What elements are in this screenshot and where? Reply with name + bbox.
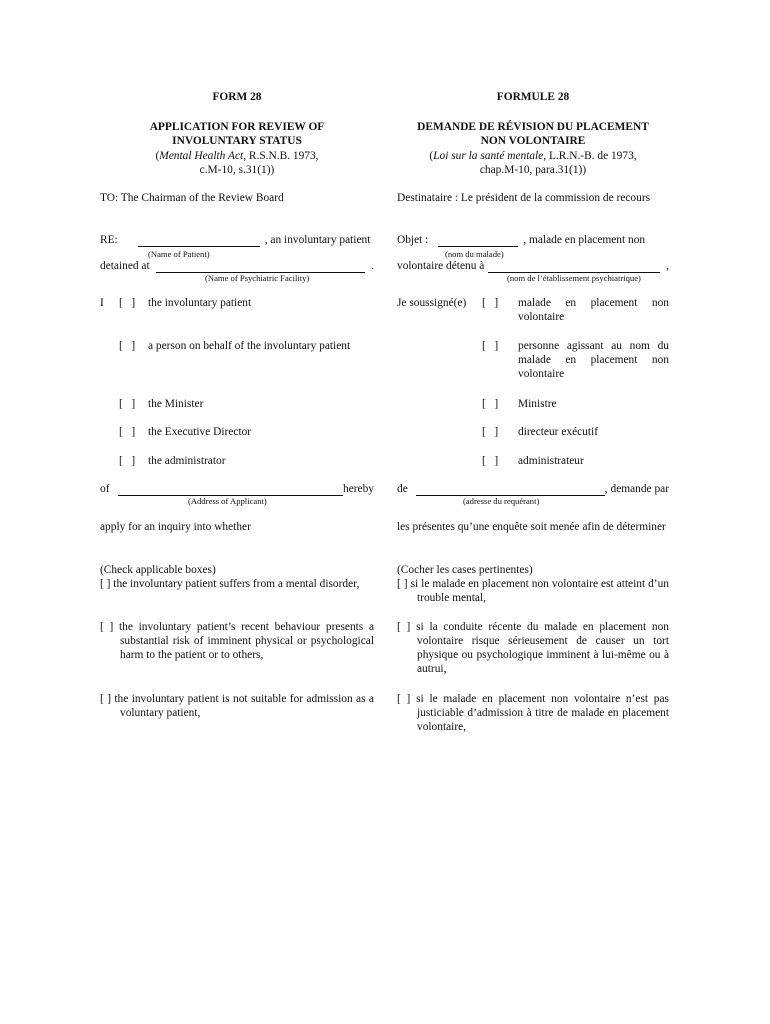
criterion-risk-of-harm-fr[interactable]: [ ] si la conduite récente du malade en placement non volontaire risque sérieusement de causer un tort physique ou psychologique imminent à lui-même ou à autrui, (397, 621, 669, 675)
patient-name-field[interactable] (138, 235, 260, 247)
option-on-behalf-fr: personne agissant au nom du malade en placement non volontaire (518, 340, 669, 380)
form-title-line2: INVOLUNTARY STATUS (172, 135, 302, 147)
checkbox-applicant-executive-director-fr[interactable]: [ ] (482, 426, 499, 438)
patient-name-caption: (Name of Patient) (148, 249, 210, 259)
re-label: RE: (100, 234, 118, 246)
detained-suffix-fr: , (666, 260, 669, 272)
option-executive-director-fr: directeur exécutif (518, 426, 599, 438)
option-executive-director: the Executive Director (148, 426, 252, 438)
act-citation-line2: c.M-10, s.31(1)) (199, 164, 275, 176)
option-involuntary-patient: the involuntary patient (148, 297, 252, 309)
facility-field[interactable] (156, 261, 365, 273)
criterion-not-suitable-voluntary[interactable]: [ ] the involuntary patient is not suitable for admission as a voluntary patient, (100, 693, 374, 719)
form-number-fr: FORMULE 28 (496, 91, 570, 103)
act-open-paren: ( (155, 150, 160, 162)
checkbox-applicant-administrator-fr[interactable]: [ ] (482, 455, 499, 467)
hereby-label: hereby (343, 483, 374, 495)
patient-name-field-fr[interactable] (438, 235, 518, 247)
option-administrator: the administrator (148, 455, 226, 467)
facility-caption: (Name of Psychiatric Facility) (205, 273, 310, 283)
criterion-mental-disorder[interactable]: [ ] the involuntary patient suffers from a mental disorder, (100, 578, 360, 590)
detained-row (100, 259, 374, 273)
patient-name-caption-fr: (nom du malade) (445, 249, 504, 259)
i-label-fr: Je soussigné(e) (397, 297, 467, 309)
form-title-fr-line1: DEMANDE DE RÉVISION DU PLACEMENT (417, 121, 649, 133)
re-row-fr (397, 233, 669, 247)
checkbox-applicant-executive-director[interactable]: [ ] (119, 426, 136, 438)
option-minister: the Minister (148, 398, 204, 410)
option-administrator-fr: administrateur (518, 455, 584, 467)
facility-field-fr[interactable] (488, 261, 660, 273)
act-citation-fr-line2: chap.M-10, para.31(1)) (479, 164, 587, 176)
detained-row-fr (397, 259, 669, 273)
checkbox-applicant-behalf-fr[interactable]: [ ] (482, 340, 499, 352)
re-label-fr: Objet : (397, 234, 429, 246)
apply-text-fr: les présentes qu’une enquête soit menée afin de déterminer (397, 521, 666, 533)
check-instruction: (Check applicable boxes) (100, 564, 216, 576)
french-column (397, 0, 669, 1024)
addressee: TO: The Chairman of the Review Board (100, 192, 284, 204)
checkbox-applicant-behalf[interactable]: [ ] (119, 340, 136, 352)
criterion-not-suitable-voluntary-fr[interactable]: [ ] si le malade en placement non volontaire n’est pas justiciable d’admission à titre de malade en placement volontaire, (397, 693, 669, 733)
form-title-fr-line2: NON VOLONTAIRE (480, 135, 586, 147)
form-title-line1: APPLICATION FOR REVIEW OF (149, 121, 325, 133)
address-row (100, 482, 374, 496)
criterion-mental-disorder-fr[interactable]: [ ] si le malade en placement non volontaire est atteint d’un trouble mental, (397, 578, 669, 604)
re-suffix-fr: , malade en placement non (523, 234, 646, 246)
option-on-behalf: a person on behalf of the involuntary patient (148, 340, 351, 352)
i-label: I (100, 297, 104, 309)
form-number: FORM 28 (212, 91, 262, 103)
check-instruction-fr: (Cocher les cases pertinentes) (397, 564, 533, 576)
addressee-fr: Destinataire : Le président de la commission de recours (397, 192, 651, 204)
criterion-risk-of-harm[interactable]: [ ] the involuntary patient’s recent behaviour presents a substantial risk of imminent physical or psychological harm to the patient or to others, (100, 621, 374, 661)
detained-suffix: . (371, 260, 374, 272)
option-involuntary-patient-fr: malade en placement non volontaire (518, 297, 669, 323)
act-open-paren-fr: ( (429, 150, 434, 162)
option-minister-fr: Ministre (518, 398, 557, 410)
address-row-fr (397, 482, 669, 496)
act-rest: , R.S.N.B. 1973, (243, 150, 319, 162)
english-column (100, 0, 374, 1024)
detained-label-fr: volontaire détenu à (397, 260, 485, 272)
re-suffix: , an involuntary patient (264, 234, 371, 246)
act-citation (100, 149, 374, 163)
re-row (100, 233, 374, 247)
checkbox-applicant-patient[interactable]: [ ] (119, 297, 136, 309)
of-label-fr: de (397, 483, 408, 495)
checkbox-applicant-minister-fr[interactable]: [ ] (482, 398, 499, 410)
address-caption-fr: (adresse du requérant) (463, 496, 540, 506)
hereby-label-fr: , demande par (604, 483, 669, 495)
checkbox-applicant-patient-fr[interactable]: [ ] (482, 297, 499, 309)
checkbox-applicant-minister[interactable]: [ ] (119, 398, 136, 410)
applicant-address-field-fr[interactable] (416, 484, 605, 496)
act-citation-fr (397, 149, 669, 163)
detained-label: detained at (100, 260, 150, 272)
facility-caption-fr: (nom de l’établissement psychiatrique) (507, 273, 641, 283)
address-caption: (Address of Applicant) (188, 496, 267, 506)
apply-text: apply for an inquiry into whether (100, 521, 251, 533)
act-name-fr: Loi sur la santé mentale (433, 150, 544, 162)
act-rest-fr: , L.R.N.-B. de 1973, (543, 150, 637, 162)
checkbox-applicant-administrator[interactable]: [ ] (119, 455, 136, 467)
act-name: Mental Health Act (159, 150, 244, 162)
applicant-address-field[interactable] (118, 484, 344, 496)
of-label: of (100, 483, 110, 495)
